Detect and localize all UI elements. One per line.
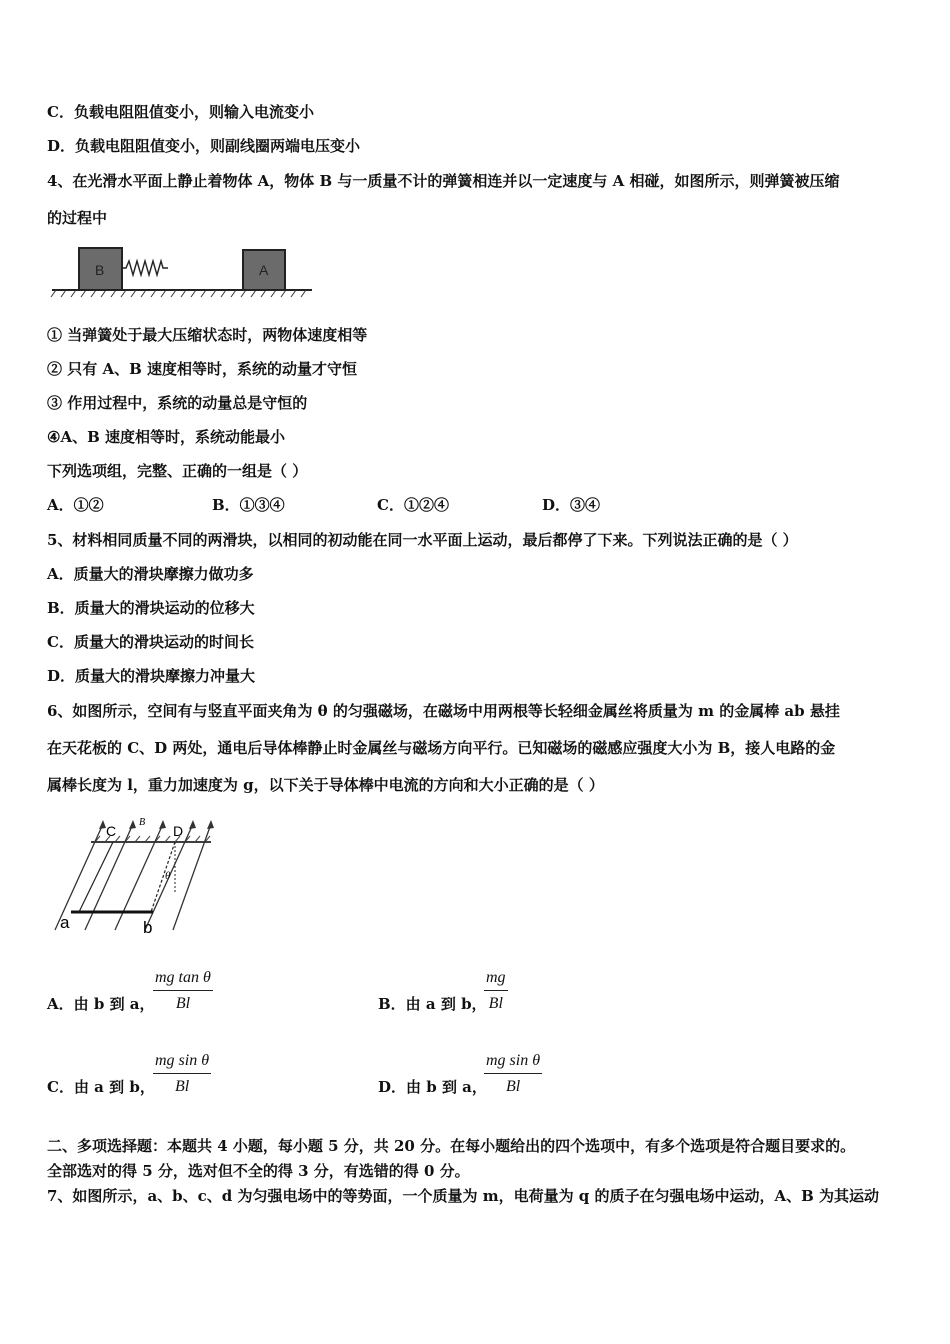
field-line — [85, 824, 133, 930]
formula-denominator: Bl — [488, 995, 503, 1012]
section2-heading-line1: 二、多项选择题：本题共 4 小题，每小题 5 分，共 20 分。在每小题给出的四个选项中，有多个选项是符合题目要求的。 — [47, 1137, 856, 1155]
q6-option-a[interactable]: A．由 b 到 a， — [47, 995, 155, 1013]
wire-d — [151, 842, 175, 912]
option-c-prev: C．负载电阻阻值变小，则输入电流变小 — [47, 103, 314, 121]
q4-option-d[interactable]: D．③④ — [542, 496, 601, 514]
q4-statement-2: ② 只有 A、B 速度相等时，系统的动量才守恒 — [47, 360, 357, 378]
formula-denominator: Bl — [175, 995, 191, 1012]
formula-numerator: mg tan θ — [153, 969, 213, 991]
q4-stem-line2: 的过程中 — [47, 209, 108, 227]
q5-option-a[interactable]: A．质量大的滑块摩擦力做功多 — [47, 565, 254, 583]
formula-numerator: mg sin θ — [484, 1052, 542, 1074]
label-b: b — [143, 918, 153, 937]
q4-statement-4: ④A、B 速度相等时，系统动能最小 — [47, 428, 285, 446]
q4-stem-line1: 4、在光滑水平面上静止着物体 A，物体 B 与一质量不计的弹簧相连并以一定速度与 A 相碰，如图所示，则弹簧被压缩 — [47, 172, 840, 190]
q7-stem-line1: 7、如图所示，a、b、c、d 为匀强电场中的等势面，一个质量为 m，电荷量为 q 的质子在匀强电场中运动，A、B 为其运动 — [47, 1187, 880, 1205]
q6-option-b-formula — [484, 969, 508, 1013]
q4-option-a[interactable]: A．①② — [47, 496, 104, 514]
q6-option-b[interactable]: B．由 a 到 b， — [378, 995, 487, 1013]
block-a-label: A — [259, 262, 269, 278]
q4-spring-blocks-figure — [50, 244, 315, 300]
section2-heading-line2: 全部选对的得 5 分，选对但不全的得 3 分，有选错的得 0 分。 — [47, 1162, 470, 1180]
label-theta: θ — [165, 870, 171, 882]
q5-option-c[interactable]: C．质量大的滑块运动的时间长 — [47, 633, 254, 651]
formula-denominator: Bl — [174, 1078, 190, 1095]
field-line — [115, 824, 163, 930]
field-line — [173, 824, 211, 930]
formula-denominator: Bl — [505, 1078, 521, 1095]
q4-option-b[interactable]: B．①③④ — [212, 496, 285, 514]
q5-option-b[interactable]: B．质量大的滑块运动的位移大 — [47, 599, 255, 617]
formula-numerator: mg — [484, 969, 508, 991]
option-d-prev: D．负载电阻阻值变小，则副线圈两端电压变小 — [47, 137, 361, 155]
q4-prompt: 下列选项组，完整、正确的一组是（ ） — [47, 462, 308, 480]
q6-stem-line3: 属棒长度为 l，重力加速度为 g，以下关于导体棒中电流的方向和大小正确的是（ ） — [47, 776, 604, 794]
q4-statement-3: ③ 作用过程中，系统的动量总是守恒的 — [47, 394, 308, 412]
q6-option-d[interactable]: D．由 b 到 a， — [378, 1078, 487, 1096]
block-b-label: B — [95, 262, 105, 278]
spring — [122, 261, 168, 275]
q6-option-c[interactable]: C．由 a 到 b， — [47, 1078, 155, 1096]
q5-option-d[interactable]: D．质量大的滑块摩擦力冲量大 — [47, 667, 256, 685]
q6-magnetic-field-figure — [45, 812, 220, 937]
q4-statement-1: ① 当弹簧处于最大压缩状态时，两物体速度相等 — [47, 326, 368, 344]
q6-stem-line1: 6、如图所示，空间有与竖直平面夹角为 θ 的匀强磁场，在磁场中用两根等长轻细金属丝将质量为 m 的金属棒 ab 悬挂 — [47, 702, 840, 720]
q6-option-c-formula — [153, 1052, 211, 1096]
q6-stem-line2: 在天花板的 C、D 两处，通电后导体棒静止时金属丝与磁场方向平行。已知磁场的磁感应强度大小为 B，接人电路的金 — [47, 739, 836, 757]
formula-numerator: mg sin θ — [153, 1052, 211, 1074]
label-d: D — [173, 823, 184, 839]
label-c: C — [106, 823, 117, 839]
q6-option-a-formula — [153, 969, 213, 1013]
wire-c — [79, 842, 113, 912]
q4-option-c[interactable]: C．①②④ — [377, 496, 449, 514]
q5-stem: 5、材料相同质量不同的两滑块，以相同的初动能在同一水平面上运动，最后都停了下来。下列说法正确的是（ ） — [47, 531, 798, 549]
label-b-field: B — [139, 817, 146, 828]
label-a: a — [60, 913, 70, 932]
q6-option-d-formula — [484, 1052, 542, 1096]
